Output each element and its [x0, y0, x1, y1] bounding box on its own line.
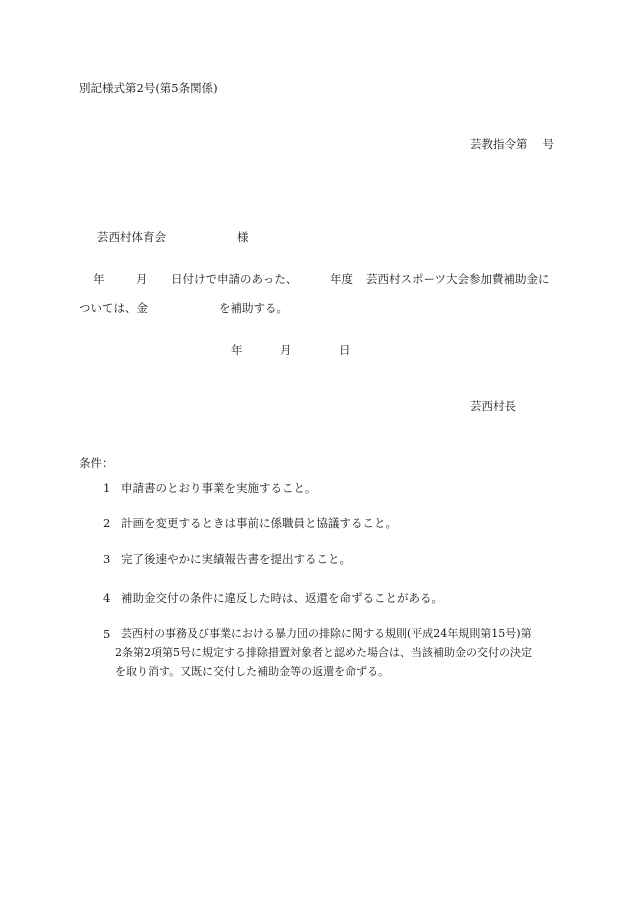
- document-number: 芸教指令第 号: [470, 137, 555, 151]
- body-subsidy-name: 芸西村スポーツ大会参加費補助金に: [366, 272, 550, 286]
- body-fiscal-year-label: 年度: [330, 272, 353, 286]
- body-year-label: 年: [93, 272, 105, 286]
- condition-number: 3: [103, 552, 111, 566]
- condition-text-line3: を取り消す。又既に交付した補助金等の返還を命ずる。: [115, 665, 390, 678]
- body-line2-prefix: ついては、金: [79, 301, 148, 315]
- form-label: 別記様式第2号(第5条関係): [79, 81, 218, 95]
- signer: 芸西村長: [470, 399, 516, 413]
- date-day: 日: [339, 343, 351, 357]
- condition-text: 計画を変更するときは事前に係職員と協議すること。: [121, 516, 397, 530]
- date-year: 年: [231, 343, 243, 357]
- condition-text: 申請書のとおり事業を実施すること。: [121, 481, 317, 495]
- condition-number: 4: [103, 591, 111, 605]
- conditions-heading: 条件：: [79, 456, 114, 470]
- condition-number: 1: [103, 481, 111, 495]
- body-day-phrase: 日付けで申請のあった、: [171, 272, 298, 286]
- addressee-honorific: 様: [237, 230, 249, 244]
- condition-text: 完了後速やかに実績報告書を提出すること。: [121, 552, 351, 566]
- date-month: 月: [280, 343, 292, 357]
- addressee-organization: 芸西村体育会: [97, 230, 166, 244]
- body-month-label: 月: [136, 272, 148, 286]
- condition-number: 2: [103, 516, 111, 530]
- condition-text: 補助金交付の条件に違反した時は、返還を命ずることがある。: [121, 591, 443, 605]
- condition-text-line1: 芸西村の事務及び事業における暴力団の排除に関する規則(平成24年規則第15号)第: [121, 627, 532, 640]
- condition-text-line2: 2条第2項第5号に規定する排除措置対象者と認めた場合は、当該補助金の交付の決定: [115, 646, 532, 659]
- body-line2-suffix: を補助する。: [219, 301, 288, 315]
- condition-number: 5: [103, 627, 111, 641]
